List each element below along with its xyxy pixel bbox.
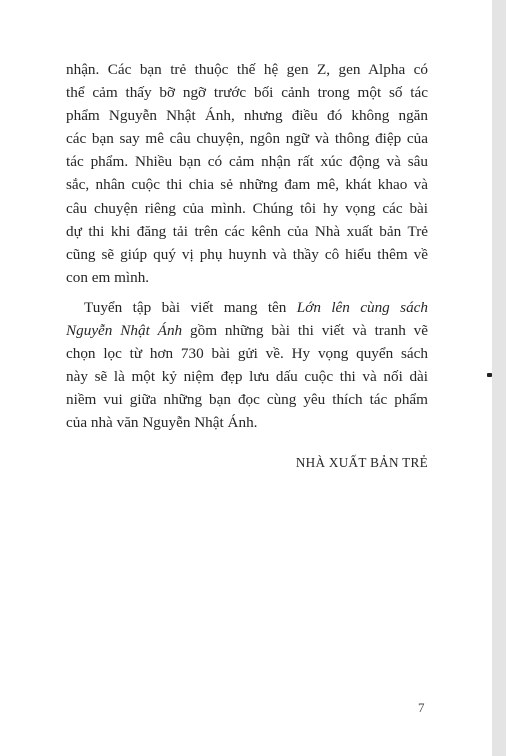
paragraph-1-line: thể cảm thấy bỡ ngỡ trước bối cảnh trong một số tác bbox=[66, 84, 428, 102]
paragraph-2-line bbox=[66, 319, 428, 342]
paragraph-2-text: gồm những bài thi viết và tranh vẽ bbox=[182, 322, 428, 340]
paragraph-1-line: nhận. Các bạn trẻ thuộc thế hệ gen Z, gen Alpha có bbox=[66, 61, 428, 78]
paragraph-1-line: các bạn say mê câu chuyện, ngôn ngữ và thông điệp của bbox=[66, 130, 428, 148]
page-edge-shadow bbox=[492, 0, 506, 756]
paragraph-2-line: chọn lọc từ hơn 730 bài gửi về. Hy vọng quyển sách bbox=[66, 345, 428, 363]
publisher-signature: NHÀ XUẤT BẢN TRẺ bbox=[295, 455, 428, 470]
paragraph-2-text: Tuyển tập bài viết mang tên bbox=[84, 298, 297, 316]
book-title: Nguyễn Nhật Ánh bbox=[66, 322, 183, 340]
paragraph-1-line: cũng sẽ giúp quý vị phụ huynh và thầy cô hiểu thêm về bbox=[66, 245, 428, 263]
paragraph-2-line: này sẽ là một kỷ niệm đẹp lưu dấu cuộc thi và nối dài bbox=[66, 368, 428, 386]
body-text bbox=[66, 58, 428, 435]
paragraph-1-line: câu chuyện riêng của mình. Chúng tôi hy vọng các bài bbox=[66, 199, 428, 217]
paragraph-1-line: tác phẩm. Nhiều bạn có cảm nhận rất xúc động và sâu bbox=[66, 153, 428, 171]
book-title: Lớn lên cùng sách bbox=[296, 298, 429, 316]
paragraph-2-line bbox=[66, 296, 428, 319]
paragraph-2-line: của nhà văn Nguyễn Nhật Ánh. bbox=[66, 414, 258, 432]
paragraph-2-line: niềm vui giữa những bạn đọc cùng yêu thích tác phẩm bbox=[66, 391, 428, 409]
paragraph-1-line: sắc, nhân cuộc thi chia sẻ những đam mê, khát khao và bbox=[66, 176, 428, 194]
paragraph-1-line: dự thi khi đăng tải trên các kênh của Nhà xuất bản Trẻ bbox=[66, 222, 428, 240]
page-number: 7 bbox=[418, 700, 425, 715]
paragraph-1-line: phẩm Nguyễn Nhật Ánh, nhưng điều đó không ngăn bbox=[66, 107, 428, 125]
paragraph-2 bbox=[66, 296, 428, 435]
paragraph-1 bbox=[66, 58, 428, 289]
paragraph-1-line: con em mình. bbox=[66, 268, 150, 286]
